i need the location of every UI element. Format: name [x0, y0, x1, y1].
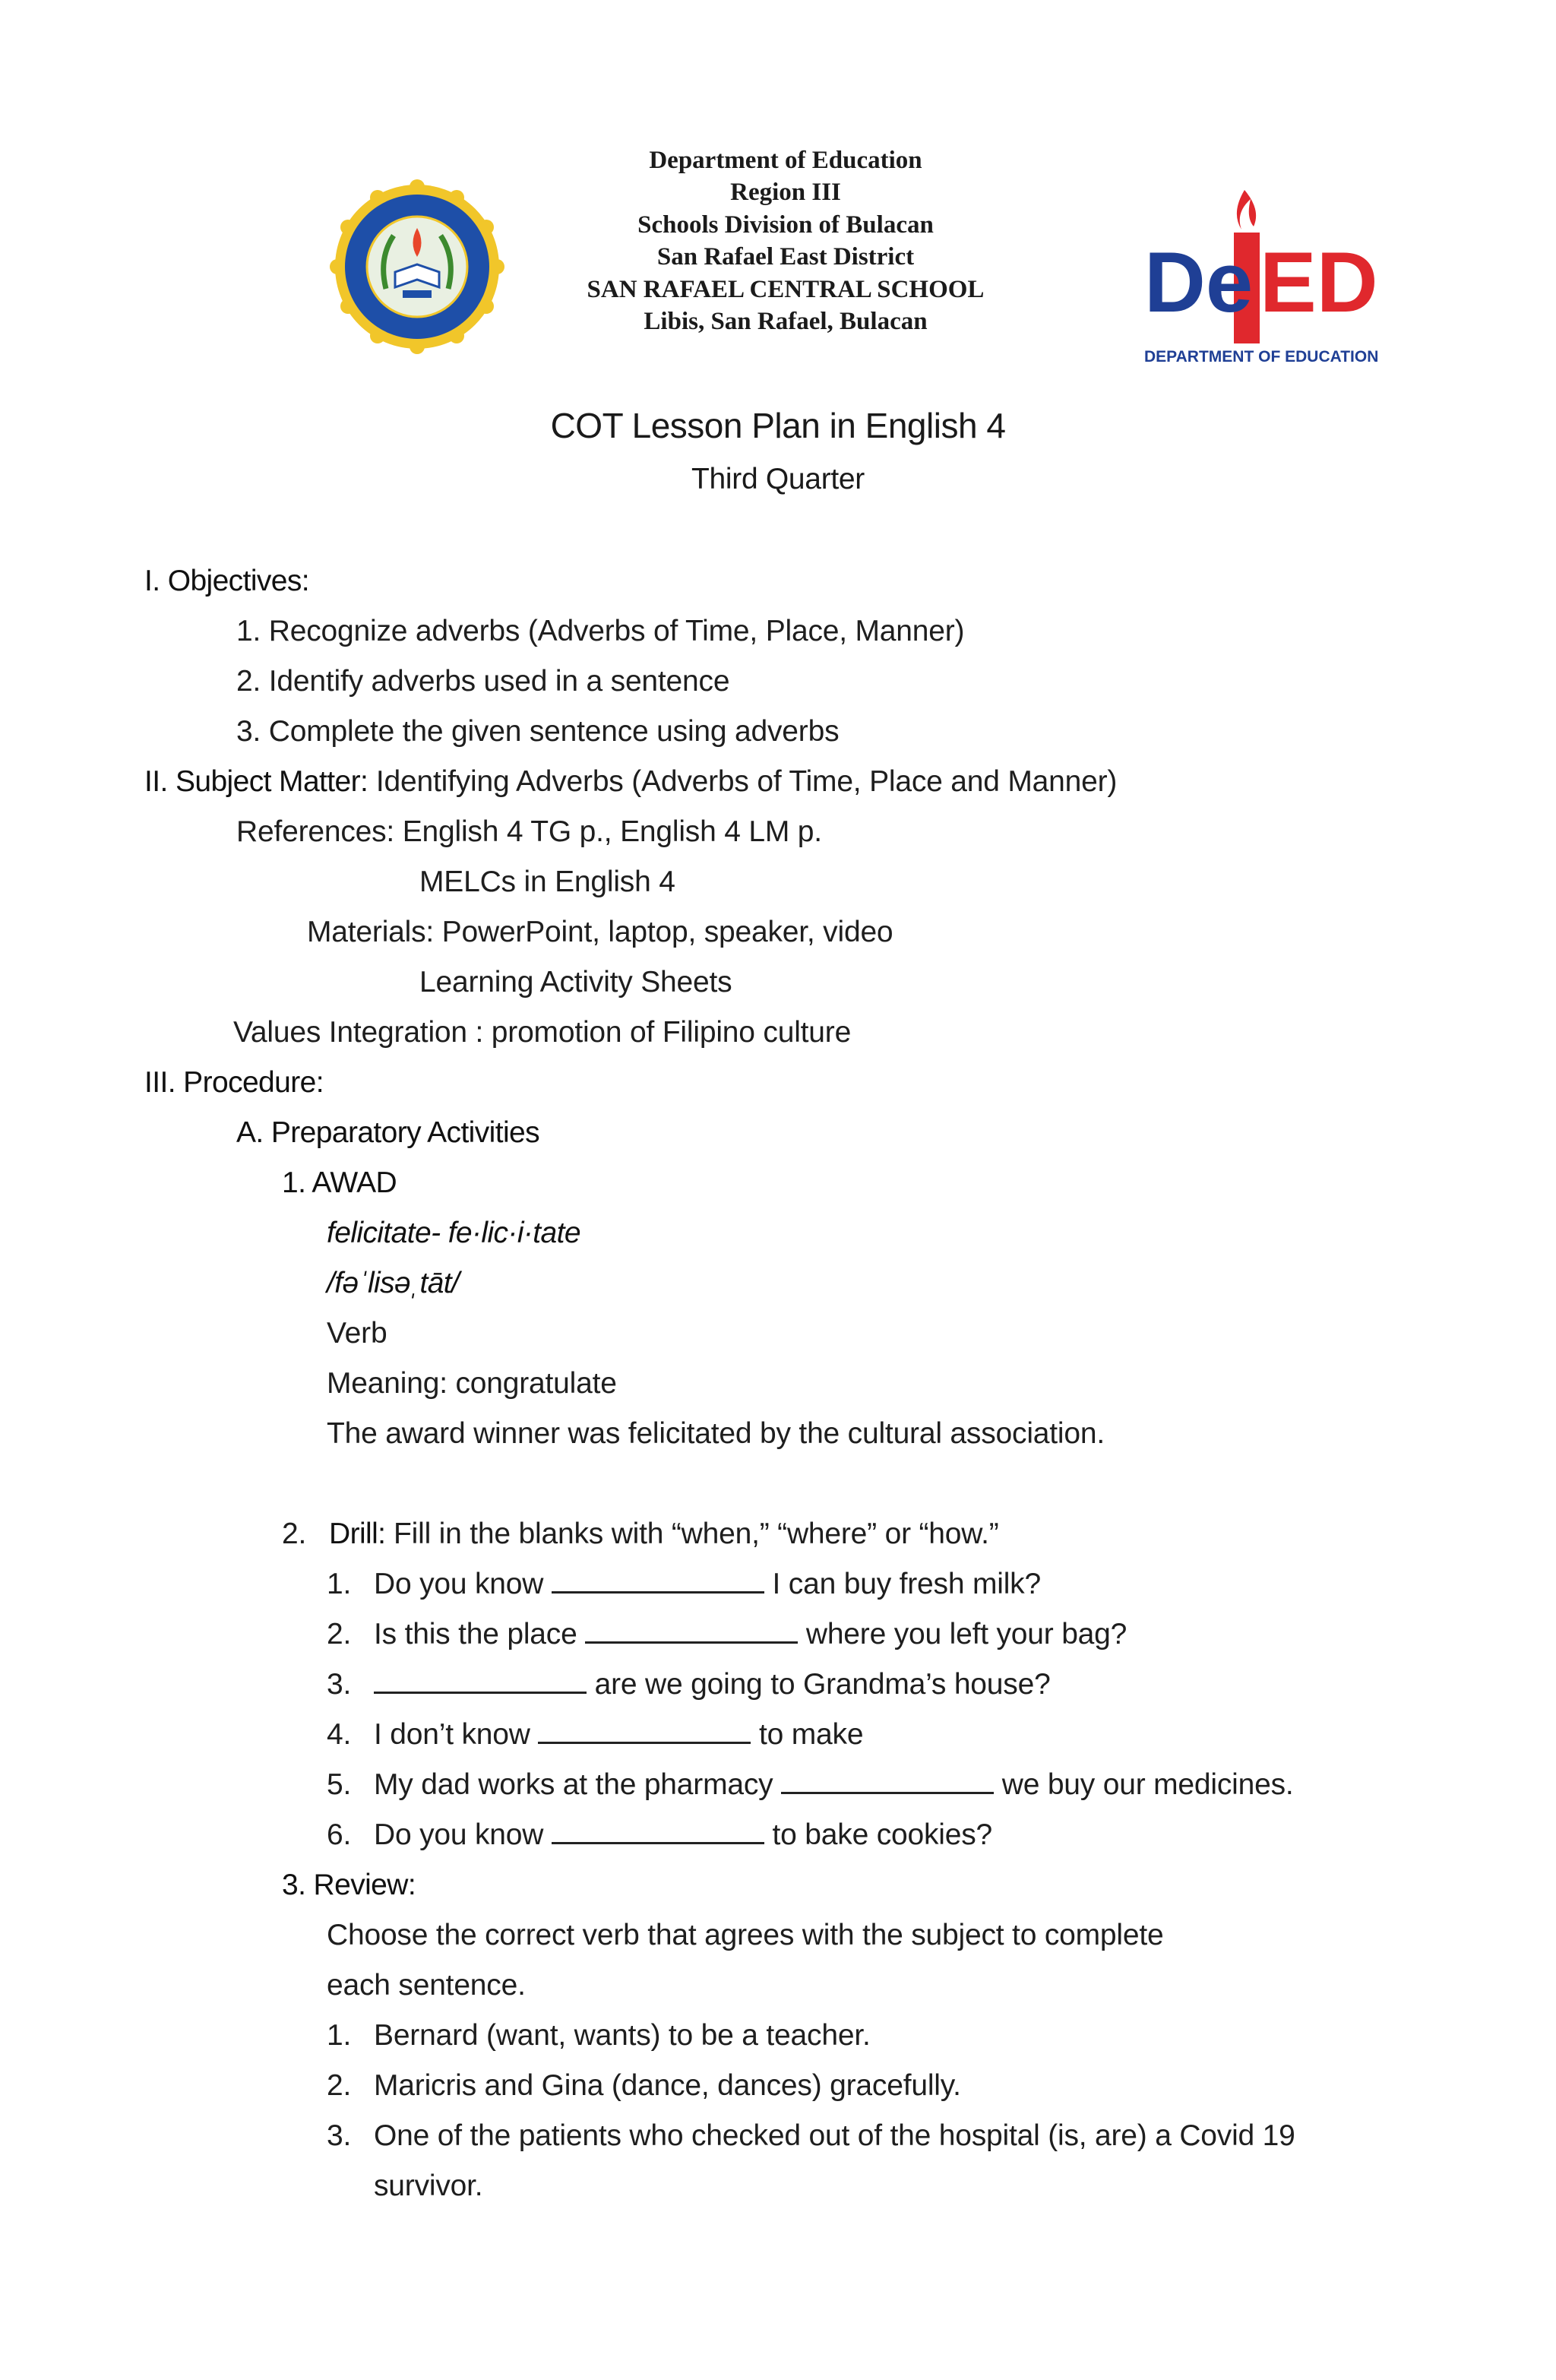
- drill-item: [327, 1565, 1041, 1603]
- objective-item: 3. Complete the given sentence using adverbs: [236, 715, 840, 748]
- deped-logo-caption: DEPARTMENT OF EDUCATION: [1144, 348, 1379, 366]
- review-item-number: 2.: [327, 2069, 352, 2102]
- references-line-2: MELCs in English 4: [419, 866, 675, 898]
- awad-meaning: Meaning: congratulate: [327, 1367, 617, 1400]
- drill-item: [327, 1766, 1294, 1804]
- letterhead-region: Region III: [730, 179, 841, 207]
- review-instruction: each sentence.: [327, 1969, 526, 2002]
- deped-logo: [1140, 182, 1379, 380]
- letterhead-school: SAN RAFAEL CENTRAL SCHOOL: [587, 275, 985, 303]
- review-item-text: Maricris and Gina (dance, dances) gracefully.: [374, 2069, 961, 2102]
- letterhead-address: Libis, San Rafael, Bulacan: [644, 308, 928, 336]
- review-heading: 3. Review:: [282, 1869, 416, 1901]
- answer-blank[interactable]: [538, 1716, 751, 1744]
- drill-item-number: 4.: [327, 1718, 352, 1751]
- drill-item-text: where you left your bag?: [798, 1618, 1127, 1650]
- letterhead-department: Department of Education: [649, 147, 922, 174]
- answer-blank[interactable]: [585, 1616, 798, 1644]
- drill-item-number: 1.: [327, 1568, 352, 1600]
- letterhead-division: Schools Division of Bulacan: [637, 210, 934, 239]
- awad-heading: 1. AWAD: [282, 1166, 397, 1199]
- review-item-text: Bernard (want, wants) to be a teacher.: [374, 2019, 871, 2052]
- subject-matter-heading: II. Subject Matter:: [144, 765, 368, 798]
- preparatory-activities-heading: A. Preparatory Activities: [236, 1116, 539, 1149]
- awad-word: felicitate- fe·lic·i·tate: [327, 1217, 580, 1249]
- drill-item-number: 3.: [327, 1668, 352, 1701]
- torch-flame-icon: [1237, 190, 1256, 229]
- drill-item-text: I don’t know: [374, 1718, 539, 1751]
- seal-ribbon: [403, 290, 432, 298]
- drill-item-text: I can buy fresh milk?: [764, 1568, 1041, 1600]
- subject-matter-topic: Identifying Adverbs (Adverbs of Time, Place and Manner): [368, 765, 1118, 798]
- drill-item: [327, 1716, 863, 1754]
- review-item-continuation: survivor.: [374, 2170, 483, 2202]
- review-item: [327, 2067, 961, 2105]
- drill-item-text: are we going to Grandma’s house?: [587, 1668, 1051, 1701]
- review-item: [327, 2017, 871, 2055]
- objective-item: 1. Recognize adverbs (Adverbs of Time, Place, Manner): [236, 615, 965, 647]
- awad-example: The award winner was felicitated by the cultural association.: [327, 1417, 1105, 1450]
- materials-line-2: Learning Activity Sheets: [419, 966, 732, 999]
- values-integration-line: Values Integration : promotion of Filipino culture: [233, 1016, 852, 1049]
- drill-item-text: Do you know: [374, 1818, 552, 1851]
- drill-line: [282, 1515, 999, 1553]
- deped-logo-de: De: [1144, 235, 1254, 330]
- drill-instruction: Fill in the blanks with “when,” “where” or “how.”: [385, 1518, 999, 1550]
- drill-item: [327, 1666, 1051, 1704]
- drill-heading: Drill:: [329, 1518, 386, 1550]
- drill-item-text: to make: [751, 1718, 864, 1751]
- awad-part-of-speech: Verb: [327, 1317, 387, 1350]
- answer-blank[interactable]: [552, 1816, 764, 1844]
- subject-matter-line: [144, 763, 1117, 801]
- review-instruction: Choose the correct verb that agrees with the subject to complete: [327, 1919, 1164, 1951]
- review-item-number: 3.: [327, 2119, 352, 2152]
- materials-line: Materials: PowerPoint, laptop, speaker, video: [307, 916, 893, 948]
- references-line: References: English 4 TG p., English 4 LM p.: [236, 815, 822, 848]
- objectives-heading: I. Objectives:: [144, 565, 310, 597]
- deped-logo-ed: ED: [1260, 235, 1378, 330]
- awad-pronunciation: /fəˈlisəˌtāt/: [327, 1267, 460, 1299]
- drill-item-number: 6.: [327, 1818, 352, 1851]
- review-item-number: 1.: [327, 2019, 352, 2052]
- letterhead-district: San Rafael East District: [656, 243, 915, 271]
- quarter-subtitle: Third Quarter: [691, 463, 865, 495]
- letterhead: [471, 144, 1100, 337]
- drill-item-text: Is this the place: [374, 1618, 586, 1650]
- drill-item-number: 5.: [327, 1768, 352, 1801]
- review-item: [327, 2117, 1295, 2155]
- drill-item: [327, 1816, 992, 1854]
- drill-item-text: we buy our medicines.: [994, 1768, 1294, 1801]
- answer-blank[interactable]: [781, 1766, 994, 1794]
- drill-item-text: to bake cookies?: [764, 1818, 993, 1851]
- lesson-title: COT Lesson Plan in English 4: [550, 406, 1006, 445]
- drill-number: 2.: [282, 1518, 307, 1550]
- review-item-text: One of the patients who checked out of the hospital (is, are) a Covid 19: [374, 2119, 1295, 2152]
- answer-blank[interactable]: [374, 1666, 587, 1694]
- procedure-heading: III. Procedure:: [144, 1066, 324, 1099]
- answer-blank[interactable]: [552, 1565, 764, 1594]
- drill-item-number: 2.: [327, 1618, 352, 1650]
- drill-item-text: Do you know: [374, 1568, 552, 1600]
- objective-item: 2. Identify adverbs used in a sentence: [236, 665, 730, 698]
- drill-item: [327, 1616, 1127, 1654]
- drill-item-text: My dad works at the pharmacy: [374, 1768, 782, 1801]
